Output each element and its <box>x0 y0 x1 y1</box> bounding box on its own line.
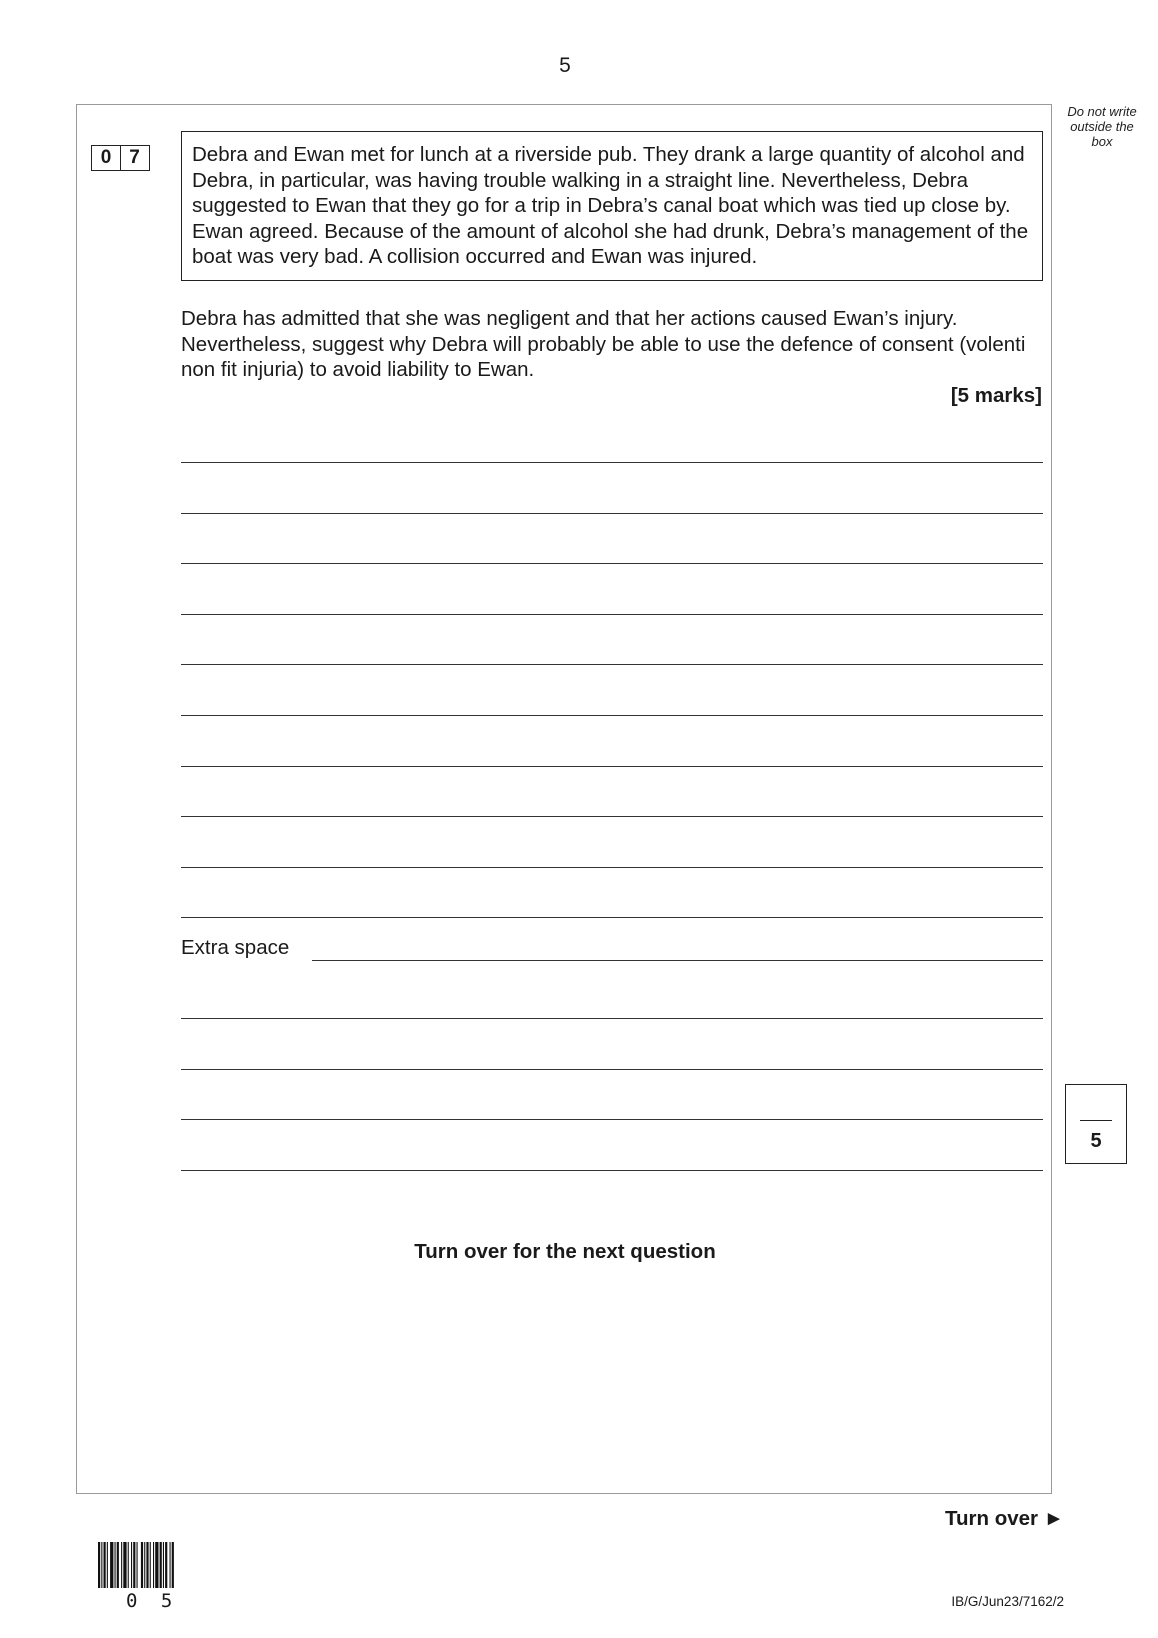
answer-line[interactable] <box>181 614 1043 615</box>
answer-line[interactable] <box>181 462 1043 463</box>
extra-space-line[interactable] <box>181 1069 1043 1070</box>
answer-line[interactable] <box>181 816 1043 817</box>
extra-space-line[interactable] <box>181 1170 1043 1171</box>
scenario-box <box>181 131 1043 281</box>
question-number <box>91 145 148 171</box>
answer-line[interactable] <box>181 563 1043 564</box>
turn-over-next-question: Turn over for the next question <box>414 1240 716 1263</box>
extra-space-first-line[interactable] <box>312 960 1043 961</box>
answer-line[interactable] <box>181 513 1043 514</box>
extra-space-line[interactable] <box>181 1119 1043 1120</box>
paper-code: IB/G/Jun23/7162/2 <box>951 1594 1064 1609</box>
question-prompt: Debra has admitted that she was negligent and that her actions caused Ewan’s injury. Nevertheless, suggest why Debra will probably be able to use the defence of consent (volenti non fit injuria) to avoid liability to Ewan. <box>181 307 1026 382</box>
barcode-digits: 0 5 <box>126 1590 179 1612</box>
margin-note: Do not write outside the box <box>1067 104 1137 149</box>
answer-line[interactable] <box>181 766 1043 767</box>
page-number: 5 <box>559 54 571 77</box>
answer-line[interactable] <box>181 917 1043 918</box>
answer-line[interactable] <box>181 867 1043 868</box>
scenario-text: Debra and Ewan met for lunch at a riverside pub. They drank a large quantity of alcohol and Debra, in particular, was having trouble walking in a straight line. Nevertheless, Debra suggested to Ewan that they go for a trip in Debra’s canal boat which was tied up close by. Ewan agreed. Because of the amount of alcohol she had drunk, Debra’s management of the boat was very bad. A collision occurred and Ewan was injured. <box>192 143 1029 269</box>
marks-label: [5 marks] <box>950 384 1042 407</box>
question-number-digit-2: 7 <box>120 145 150 171</box>
barcode-image <box>98 1542 204 1588</box>
answer-line[interactable] <box>181 715 1043 716</box>
extra-space-line[interactable] <box>181 1018 1043 1019</box>
score-box-total: 5 <box>1090 1130 1102 1152</box>
answer-line[interactable] <box>181 664 1043 665</box>
extra-space-label: Extra space <box>181 936 290 959</box>
question-number-digit-1: 0 <box>91 145 121 171</box>
score-box-blank <box>1080 1120 1112 1121</box>
turn-over-label: Turn over ► <box>944 1507 1064 1530</box>
